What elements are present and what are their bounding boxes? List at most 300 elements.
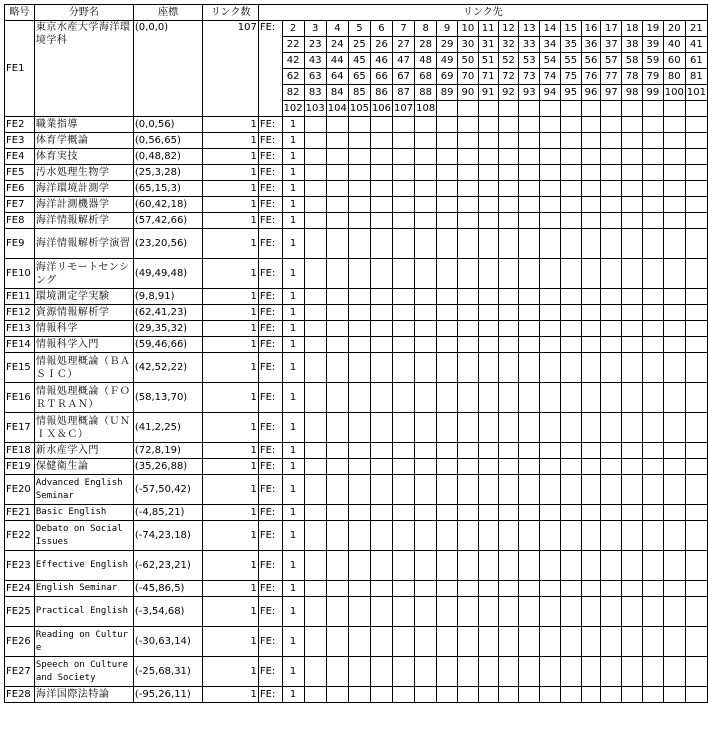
link-cell — [498, 657, 519, 687]
link-cell: 25 — [348, 37, 370, 53]
link-cell — [415, 505, 437, 521]
row-prefix: FE: — [258, 353, 282, 383]
header-link-count: リンク数 — [203, 5, 258, 21]
link-cell: 27 — [393, 37, 415, 53]
row-coords: (35,26,88) — [133, 459, 203, 475]
link-cell — [601, 657, 622, 687]
row-prefix: FE: — [258, 229, 282, 259]
link-cell — [622, 117, 643, 133]
row-name: 汚水処理生物学 — [34, 165, 133, 181]
row-link-count: 1 — [203, 197, 258, 213]
link-cell — [304, 305, 326, 321]
table-row — [5, 657, 708, 687]
row-prefix: FE: — [258, 413, 282, 443]
link-cell — [560, 337, 581, 353]
link-cell — [393, 413, 415, 443]
table-row — [5, 505, 708, 521]
link-cell — [642, 321, 663, 337]
link-cell — [601, 505, 622, 521]
link-cell — [540, 289, 561, 305]
link-cell — [560, 117, 581, 133]
link-cell — [415, 321, 437, 337]
link-cell: 37 — [601, 37, 622, 53]
link-cell — [519, 353, 540, 383]
link-cell — [581, 337, 601, 353]
row-coords: (-45,86,5) — [133, 581, 203, 597]
link-cell — [601, 229, 622, 259]
row-id: FE5 — [5, 165, 35, 181]
row-prefix: FE: — [258, 687, 282, 703]
link-cell — [457, 101, 478, 117]
row-prefix: FE: — [258, 443, 282, 459]
link-cell: 1 — [282, 305, 304, 321]
row-name: English Seminar — [34, 581, 133, 597]
link-cell — [581, 597, 601, 627]
row-link-count: 1 — [203, 165, 258, 181]
link-cell — [560, 443, 581, 459]
link-cell — [622, 149, 643, 165]
link-cell — [348, 213, 370, 229]
link-cell — [304, 627, 326, 657]
link-cell — [326, 181, 348, 197]
link-cell — [478, 551, 498, 581]
link-cell — [304, 551, 326, 581]
link-cell — [685, 337, 707, 353]
link-cell — [326, 229, 348, 259]
row-coords: (59,46,66) — [133, 337, 203, 353]
link-cell — [560, 289, 581, 305]
link-cell — [478, 229, 498, 259]
link-cell: 34 — [540, 37, 561, 53]
link-cell — [393, 165, 415, 181]
row-id: FE12 — [5, 305, 35, 321]
link-cell — [622, 229, 643, 259]
link-cell: 102 — [282, 101, 304, 117]
link-cell: 1 — [282, 229, 304, 259]
link-cell — [370, 475, 392, 505]
row-id: FE8 — [5, 213, 35, 229]
row-coords: (-74,23,18) — [133, 521, 203, 551]
link-cell: 1 — [282, 687, 304, 703]
link-cell: 26 — [370, 37, 392, 53]
link-cell: 85 — [348, 85, 370, 101]
row-id: FE1 — [5, 21, 35, 117]
link-cell — [304, 581, 326, 597]
row-prefix: FE: — [258, 321, 282, 337]
link-cell — [685, 383, 707, 413]
link-cell — [457, 597, 478, 627]
link-cell — [601, 687, 622, 703]
link-cell — [663, 443, 685, 459]
link-cell — [326, 413, 348, 443]
link-cell — [642, 213, 663, 229]
row-id: FE14 — [5, 337, 35, 353]
link-cell — [498, 521, 519, 551]
link-cell — [415, 133, 437, 149]
row-prefix: FE: — [258, 305, 282, 321]
link-cell — [437, 321, 458, 337]
link-cell — [540, 521, 561, 551]
link-cell — [437, 551, 458, 581]
link-cell — [560, 581, 581, 597]
link-cell: 36 — [581, 37, 601, 53]
link-cell — [348, 413, 370, 443]
link-cell — [478, 687, 498, 703]
row-name: 職業指導 — [34, 117, 133, 133]
link-cell: 60 — [663, 53, 685, 69]
link-cell — [540, 657, 561, 687]
link-cell: 11 — [478, 21, 498, 37]
link-cell — [457, 321, 478, 337]
row-id: FE13 — [5, 321, 35, 337]
row-prefix: FE: — [258, 383, 282, 413]
table-row — [5, 117, 708, 133]
link-cell — [560, 165, 581, 181]
row-id: FE11 — [5, 289, 35, 305]
row-prefix: FE: — [258, 165, 282, 181]
link-cell: 88 — [415, 85, 437, 101]
link-cell — [642, 353, 663, 383]
row-prefix: FE: — [258, 149, 282, 165]
link-cell — [393, 687, 415, 703]
header-link-dest: リンク先 — [258, 5, 707, 21]
row-id: FE10 — [5, 259, 35, 289]
link-cell — [622, 505, 643, 521]
row-link-count: 1 — [203, 581, 258, 597]
link-cell: 76 — [581, 69, 601, 85]
link-cell — [393, 353, 415, 383]
link-cell — [457, 259, 478, 289]
link-cell — [393, 657, 415, 687]
link-cell — [663, 521, 685, 551]
link-cell — [348, 521, 370, 551]
link-cell — [393, 475, 415, 505]
link-cell: 70 — [457, 69, 478, 85]
link-cell — [601, 383, 622, 413]
link-cell: 67 — [393, 69, 415, 85]
link-cell — [304, 657, 326, 687]
link-cell — [478, 597, 498, 627]
link-cell — [370, 165, 392, 181]
row-id: FE15 — [5, 353, 35, 383]
link-cell — [393, 337, 415, 353]
link-cell — [540, 117, 561, 133]
link-cell — [663, 305, 685, 321]
link-cell — [663, 505, 685, 521]
link-cell — [478, 627, 498, 657]
link-cell — [437, 521, 458, 551]
link-cell — [663, 229, 685, 259]
link-cell: 99 — [642, 85, 663, 101]
link-cell — [560, 197, 581, 213]
link-cell: 63 — [304, 69, 326, 85]
link-cell — [393, 197, 415, 213]
link-cell — [498, 353, 519, 383]
link-cell — [304, 687, 326, 703]
row-id: FE7 — [5, 197, 35, 213]
link-cell — [478, 413, 498, 443]
link-cell — [326, 475, 348, 505]
link-cell — [348, 259, 370, 289]
link-cell — [519, 687, 540, 703]
row-link-count: 1 — [203, 181, 258, 197]
link-cell — [601, 353, 622, 383]
link-cell — [370, 597, 392, 627]
link-cell — [560, 687, 581, 703]
link-cell: 81 — [685, 69, 707, 85]
row-link-count: 1 — [203, 321, 258, 337]
link-cell — [685, 627, 707, 657]
row-prefix: FE: — [258, 213, 282, 229]
link-cell — [685, 443, 707, 459]
link-cell — [370, 133, 392, 149]
link-cell — [519, 305, 540, 321]
row-coords: (-30,63,14) — [133, 627, 203, 657]
link-cell — [581, 521, 601, 551]
link-cell — [642, 475, 663, 505]
link-cell — [370, 459, 392, 475]
link-cell — [393, 133, 415, 149]
link-cell — [326, 165, 348, 181]
link-cell — [663, 165, 685, 181]
link-cell — [370, 505, 392, 521]
row-id: FE18 — [5, 443, 35, 459]
link-cell: 98 — [622, 85, 643, 101]
link-cell — [437, 305, 458, 321]
link-cell — [498, 687, 519, 703]
row-coords: (49,49,48) — [133, 259, 203, 289]
link-cell — [370, 289, 392, 305]
row-id: FE2 — [5, 117, 35, 133]
link-cell — [601, 133, 622, 149]
link-cell — [642, 259, 663, 289]
link-cell — [457, 459, 478, 475]
link-cell: 12 — [498, 21, 519, 37]
link-cell — [642, 101, 663, 117]
link-cell — [415, 597, 437, 627]
row-id: FE28 — [5, 687, 35, 703]
link-cell — [685, 657, 707, 687]
link-cell — [457, 197, 478, 213]
row-id: FE9 — [5, 229, 35, 259]
link-cell — [393, 505, 415, 521]
link-cell — [498, 101, 519, 117]
link-cell — [498, 551, 519, 581]
link-cell — [393, 229, 415, 259]
link-cell — [478, 353, 498, 383]
row-link-count: 1 — [203, 117, 258, 133]
link-cell: 14 — [540, 21, 561, 37]
table-row — [5, 21, 708, 37]
link-cell: 78 — [622, 69, 643, 85]
link-cell: 2 — [282, 21, 304, 37]
link-cell — [498, 197, 519, 213]
row-id: FE24 — [5, 581, 35, 597]
link-cell: 50 — [457, 53, 478, 69]
link-cell — [304, 197, 326, 213]
table-row — [5, 581, 708, 597]
link-cell — [622, 551, 643, 581]
link-cell — [519, 213, 540, 229]
link-cell: 66 — [370, 69, 392, 85]
link-cell — [540, 305, 561, 321]
row-name: Speech on Culture and Society — [34, 657, 133, 687]
link-cell — [415, 475, 437, 505]
link-cell — [581, 459, 601, 475]
link-cell — [415, 413, 437, 443]
link-cell — [415, 149, 437, 165]
link-cell — [370, 581, 392, 597]
row-coords: (65,15,3) — [133, 181, 203, 197]
link-cell — [663, 353, 685, 383]
link-cell: 4 — [326, 21, 348, 37]
row-name: 海洋情報解析学演習 — [34, 229, 133, 259]
link-cell — [457, 181, 478, 197]
link-cell — [663, 213, 685, 229]
table-row — [5, 213, 708, 229]
link-cell — [622, 353, 643, 383]
row-link-count: 1 — [203, 413, 258, 443]
row-coords: (25,3,28) — [133, 165, 203, 181]
link-cell: 75 — [560, 69, 581, 85]
link-cell — [393, 627, 415, 657]
row-coords: (-25,68,31) — [133, 657, 203, 687]
link-cell — [560, 657, 581, 687]
link-cell — [348, 505, 370, 521]
link-cell — [326, 687, 348, 703]
link-cell — [393, 551, 415, 581]
link-cell — [622, 521, 643, 551]
row-prefix: FE: — [258, 21, 282, 117]
link-cell: 13 — [519, 21, 540, 37]
link-cell — [622, 181, 643, 197]
link-cell — [370, 383, 392, 413]
link-cell — [663, 597, 685, 627]
link-cell — [478, 259, 498, 289]
link-cell: 24 — [326, 37, 348, 53]
link-cell — [370, 353, 392, 383]
link-cell — [326, 581, 348, 597]
link-cell: 108 — [415, 101, 437, 117]
table-row — [5, 459, 708, 475]
row-id: FE20 — [5, 475, 35, 505]
row-id: FE23 — [5, 551, 35, 581]
link-cell — [370, 229, 392, 259]
link-cell — [304, 165, 326, 181]
table-row — [5, 229, 708, 259]
link-cell — [415, 581, 437, 597]
link-cell: 1 — [282, 117, 304, 133]
link-cell — [560, 353, 581, 383]
link-cell — [663, 101, 685, 117]
link-cell — [326, 259, 348, 289]
link-cell — [622, 383, 643, 413]
row-prefix: FE: — [258, 133, 282, 149]
link-cell — [519, 413, 540, 443]
link-cell — [581, 229, 601, 259]
row-name: 海洋情報解析学 — [34, 213, 133, 229]
link-cell — [437, 383, 458, 413]
link-cell: 97 — [601, 85, 622, 101]
link-cell — [478, 581, 498, 597]
row-id: FE19 — [5, 459, 35, 475]
row-coords: (9,8,91) — [133, 289, 203, 305]
link-cell — [663, 117, 685, 133]
link-cell — [370, 687, 392, 703]
link-cell: 23 — [304, 37, 326, 53]
link-cell — [581, 117, 601, 133]
link-cell — [581, 181, 601, 197]
link-cell — [370, 413, 392, 443]
link-cell: 1 — [282, 353, 304, 383]
row-coords: (29,35,32) — [133, 321, 203, 337]
link-cell — [540, 459, 561, 475]
link-cell — [642, 581, 663, 597]
table-row — [5, 165, 708, 181]
link-cell: 9 — [437, 21, 458, 37]
link-cell — [370, 657, 392, 687]
link-cell — [498, 383, 519, 413]
link-cell — [685, 181, 707, 197]
link-cell — [622, 581, 643, 597]
link-cell: 106 — [370, 101, 392, 117]
link-cell — [437, 459, 458, 475]
link-cell — [601, 521, 622, 551]
link-cell: 18 — [622, 21, 643, 37]
link-cell: 46 — [370, 53, 392, 69]
link-cell — [498, 259, 519, 289]
link-cell — [326, 551, 348, 581]
link-cell — [437, 117, 458, 133]
row-name: 情報処理概論（ＦＯＲＴＲＡＮ） — [34, 383, 133, 413]
link-cell — [560, 459, 581, 475]
link-cell — [326, 117, 348, 133]
row-name: 体育学概論 — [34, 133, 133, 149]
row-prefix: FE: — [258, 459, 282, 475]
link-cell — [437, 687, 458, 703]
link-cell — [540, 627, 561, 657]
link-cell — [622, 101, 643, 117]
link-cell — [601, 305, 622, 321]
row-id: FE3 — [5, 133, 35, 149]
link-cell — [622, 459, 643, 475]
link-cell — [622, 627, 643, 657]
link-cell — [519, 657, 540, 687]
link-cell: 35 — [560, 37, 581, 53]
link-cell — [560, 321, 581, 337]
link-cell — [326, 353, 348, 383]
link-cell — [457, 475, 478, 505]
row-coords: (62,41,23) — [133, 305, 203, 321]
row-id: FE4 — [5, 149, 35, 165]
link-cell: 1 — [282, 627, 304, 657]
link-cell — [348, 165, 370, 181]
link-table — [4, 4, 708, 703]
link-cell — [415, 657, 437, 687]
link-cell — [304, 505, 326, 521]
link-cell — [498, 165, 519, 181]
link-cell — [304, 353, 326, 383]
link-cell: 33 — [519, 37, 540, 53]
row-coords: (-62,23,21) — [133, 551, 203, 581]
row-name: 海洋環境計測学 — [34, 181, 133, 197]
link-cell: 84 — [326, 85, 348, 101]
link-cell — [540, 551, 561, 581]
link-cell: 68 — [415, 69, 437, 85]
row-link-count: 1 — [203, 551, 258, 581]
link-cell — [498, 443, 519, 459]
link-cell — [457, 443, 478, 459]
